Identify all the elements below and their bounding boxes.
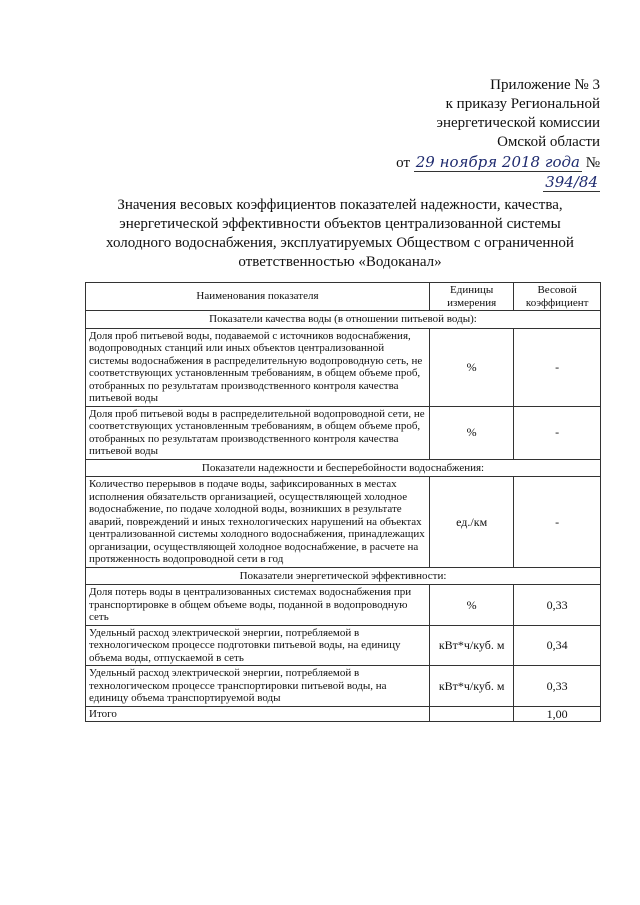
order-reference: к приказу Региональной: [445, 96, 600, 112]
table-row: [86, 328, 601, 406]
handwritten-number: 394/84: [545, 173, 598, 191]
issuer-line-2: Омской области: [497, 134, 600, 150]
indicator-unit: кВт*ч/куб. м: [429, 625, 513, 666]
date-prefix: от: [396, 155, 411, 171]
indicator-unit: кВт*ч/куб. м: [429, 666, 513, 707]
issuer-line-1: энергетической комиссии: [436, 115, 600, 131]
indicator-name: Количество перерывов в подаче воды, зафиксированных в местах исполнения обязательств организацией, осуществляющей холодное водоснабжение, по подаче холодной воды, возникших в результате аварий, повреждений и иных технологических нарушений на объектах централизованной системы холодного водоснабжения, принадлежащих организации, осуществляющей холодное водоснабжение, в расчете на протяженность водопроводной сети в год: [86, 477, 430, 568]
indicator-name: Удельный расход электрической энергии, потребляемой в технологическом процессе транспортировки питьевой воды, на единицу объема транспортируемой воды: [86, 666, 430, 707]
table-row: [86, 477, 601, 568]
section-row-reliability: [86, 459, 601, 477]
handwritten-date: 29 ноября 2018 года: [415, 153, 580, 171]
section-row-energy: [86, 567, 601, 585]
total-row: [86, 706, 601, 722]
indicator-coef: -: [514, 477, 601, 568]
indicator-coef: 0,33: [514, 585, 601, 626]
header-unit: Единицы измерения: [429, 283, 513, 311]
total-label: Итого: [86, 706, 430, 722]
table-row: [86, 406, 601, 459]
indicator-coef: -: [514, 406, 601, 459]
indicator-name: Доля проб питьевой воды, подаваемой с источников водоснабжения, водопроводных станций или иных объектов централизованной системы водоснабжения в распределительную водопроводную сеть, не соответствующих установленным требованиям, в общем объеме проб, отобранных по результатам производственного контроля качества питьевой воды: [86, 328, 430, 406]
appendix-number: Приложение № 3: [490, 77, 600, 93]
indicator-coef: 0,33: [514, 666, 601, 707]
table-row: [86, 666, 601, 707]
indicator-unit: %: [429, 585, 513, 626]
table-header-row: [86, 283, 601, 311]
total-coef: 1,00: [514, 706, 601, 722]
indicator-name: Доля проб питьевой воды в распределительной водопроводной сети, не соответствующих установленным требованиям, в общем объеме проб, отобранных по результатам производственного контроля качества питьевой воды: [86, 406, 430, 459]
section-title: Показатели качества воды (в отношении питьевой воды):: [86, 311, 601, 329]
indicator-unit: ед./км: [429, 477, 513, 568]
total-unit: [429, 706, 513, 722]
appendix-header: [350, 76, 600, 193]
header-coef: Весовой коэффициент: [514, 283, 601, 311]
section-title: Показатели энергетической эффективности:: [86, 567, 601, 585]
indicator-name: Доля потерь воды в централизованных системах водоснабжения при транспортировке в общем объеме воды, поданной в водопроводную сеть: [86, 585, 430, 626]
table-row: [86, 585, 601, 626]
section-title: Показатели надежности и бесперебойности водоснабжения:: [86, 459, 601, 477]
table-row: [86, 625, 601, 666]
document-title: Значения весовых коэффициентов показателей надежности, качества, энергетической эффективности объектов централизованной системы холодного водоснабжения, эксплуатируемых Обществом с ограниченной ответственностью «Водоканал»: [106, 197, 574, 270]
indicator-unit: %: [429, 406, 513, 459]
number-prefix: №: [585, 155, 600, 171]
indicator-unit: %: [429, 328, 513, 406]
order-date-number: [350, 153, 600, 193]
coefficients-table: [85, 282, 601, 722]
indicator-name: Удельный расход электрической энергии, потребляемой в технологическом процессе подготовки питьевой воды, на единицу объема воды, отпускаемой в сеть: [86, 625, 430, 666]
header-name: Наименования показателя: [86, 283, 430, 311]
section-row-quality: [86, 311, 601, 329]
indicator-coef: 0,34: [514, 625, 601, 666]
indicator-coef: -: [514, 328, 601, 406]
